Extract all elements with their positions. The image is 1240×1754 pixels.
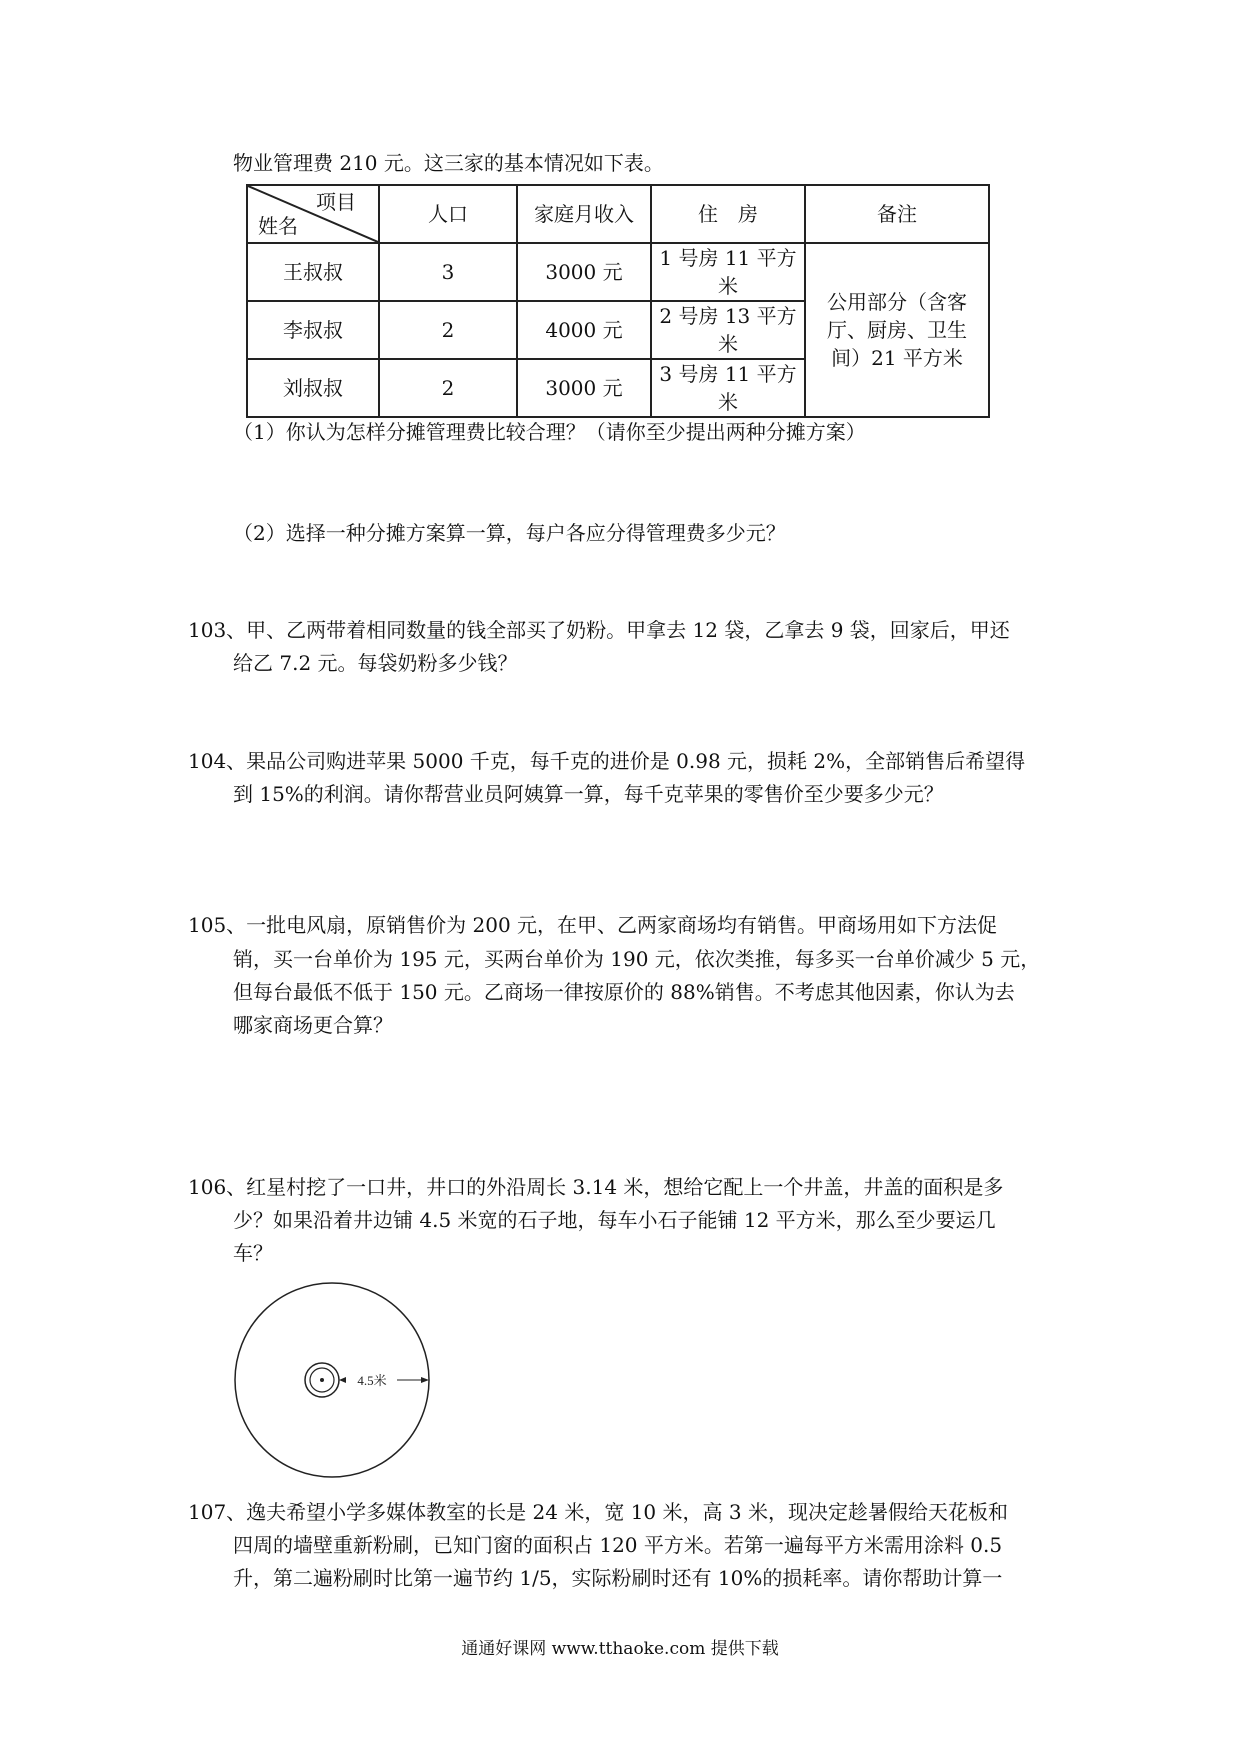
table-row (247, 243, 989, 301)
table-header-row (247, 185, 989, 243)
diag-bottom-label: 姓名 (258, 214, 298, 238)
question-107-line: 四周的墙壁重新粉刷，已知门窗的面积占 120 平方米。若第一遍每平方米需用涂料 0.5 (233, 1533, 1003, 1557)
housing-line: 米 (718, 274, 738, 298)
question-107-line: 107、逸夫希望小学多媒体教室的长是 24 米，宽 10 米，高 3 米，现决定趁暑假给天花板和 (188, 1500, 1008, 1524)
income-cell: 4000 元 (517, 301, 651, 359)
housing-line: 2 号房 13 平方 (659, 304, 797, 328)
question-104-line: 到 15%的利润。请你帮营业员阿姨算一算，每千克苹果的零售价至少要多少元？ (233, 782, 944, 806)
distance-label: 4.5米 (357, 1373, 387, 1388)
header-cell: 人口 (379, 185, 517, 243)
housing-cell (651, 359, 805, 417)
housing-line: 1 号房 11 平方 (659, 246, 797, 270)
sub-question-2: （2）选择一种分摊方案算一算，每户各应分得管理费多少元？ (233, 521, 786, 545)
housing-cell (651, 243, 805, 301)
name-cell: 王叔叔 (247, 243, 379, 301)
name-cell: 李叔叔 (247, 301, 379, 359)
housing-line: 米 (718, 390, 738, 414)
question-104-line: 104、果品公司购进苹果 5000 千克，每千克的进价是 0.98 元，损耗 2%，全部销售后希望得 (188, 749, 1026, 773)
people-cell: 2 (379, 359, 517, 417)
remark-line: 公用部分（含客 (827, 290, 967, 314)
people-cell: 2 (379, 301, 517, 359)
diag-top-label: 项目 (316, 190, 356, 214)
income-cell: 3000 元 (517, 243, 651, 301)
housing-cell (651, 301, 805, 359)
question-105-line: 哪家商场更合算？ (233, 1013, 393, 1037)
center-dot (320, 1378, 324, 1382)
question-106-line: 106、红星村挖了一口井，井口的外沿周长 3.14 米，想给它配上一个井盖，井盖的面积是多 (188, 1175, 1004, 1199)
housing-line: 3 号房 11 平方 (659, 362, 797, 386)
household-table (246, 184, 990, 418)
arrow-left-icon (339, 1377, 346, 1383)
question-106-line: 少？如果沿着井边铺 4.5 米宽的石子地，每车小石子能铺 12 平方米，那么至少要运几 (233, 1208, 996, 1232)
sub-question-1: （1）你认为怎样分摊管理费比较合理？（请你至少提出两种分摊方案） (233, 420, 866, 444)
arrow-right-icon (421, 1377, 429, 1383)
housing-line: 米 (718, 332, 738, 356)
question-105-line: 销，买一台单价为 195 元，买两台单价为 190 元，依次类推，每多买一台单价减少 5 元， (233, 947, 1041, 971)
name-cell: 刘叔叔 (247, 359, 379, 417)
well-diagram (232, 1280, 432, 1480)
remark-cell (805, 243, 989, 417)
question-107-line: 升，第二遍粉刷时比第一遍节约 1/5，实际粉刷时还有 10%的损耗率。请你帮助计算一 (233, 1566, 1003, 1590)
question-105-line: 但每台最低不低于 150 元。乙商场一律按原价的 88%销售。不考虑其他因素，你认为去 (233, 980, 1015, 1004)
header-cell: 住 房 (651, 185, 805, 243)
people-cell: 3 (379, 243, 517, 301)
income-cell: 3000 元 (517, 359, 651, 417)
header-cell: 家庭月收入 (517, 185, 651, 243)
page-footer: 通通好课网 www.tthaoke.com 提供下载 (461, 1639, 779, 1659)
remark-line: 间）21 平方米 (831, 346, 963, 370)
header-cell: 备注 (805, 185, 989, 243)
intro-text: 物业管理费 210 元。这三家的基本情况如下表。 (233, 151, 664, 175)
question-106-line: 车？ (233, 1241, 273, 1265)
question-105-line: 105、一批电风扇，原销售价为 200 元，在甲、乙两家商场均有销售。甲商场用如下方法促 (188, 913, 998, 937)
question-103-line: 103、甲、乙两带着相同数量的钱全部买了奶粉。甲拿去 12 袋，乙拿去 9 袋，回家后，甲还 (188, 618, 1010, 642)
diagonal-header-cell (247, 185, 379, 243)
question-103-line: 给乙 7.2 元。每袋奶粉多少钱？ (233, 651, 518, 675)
remark-line: 厅、厨房、卫生 (827, 318, 967, 342)
